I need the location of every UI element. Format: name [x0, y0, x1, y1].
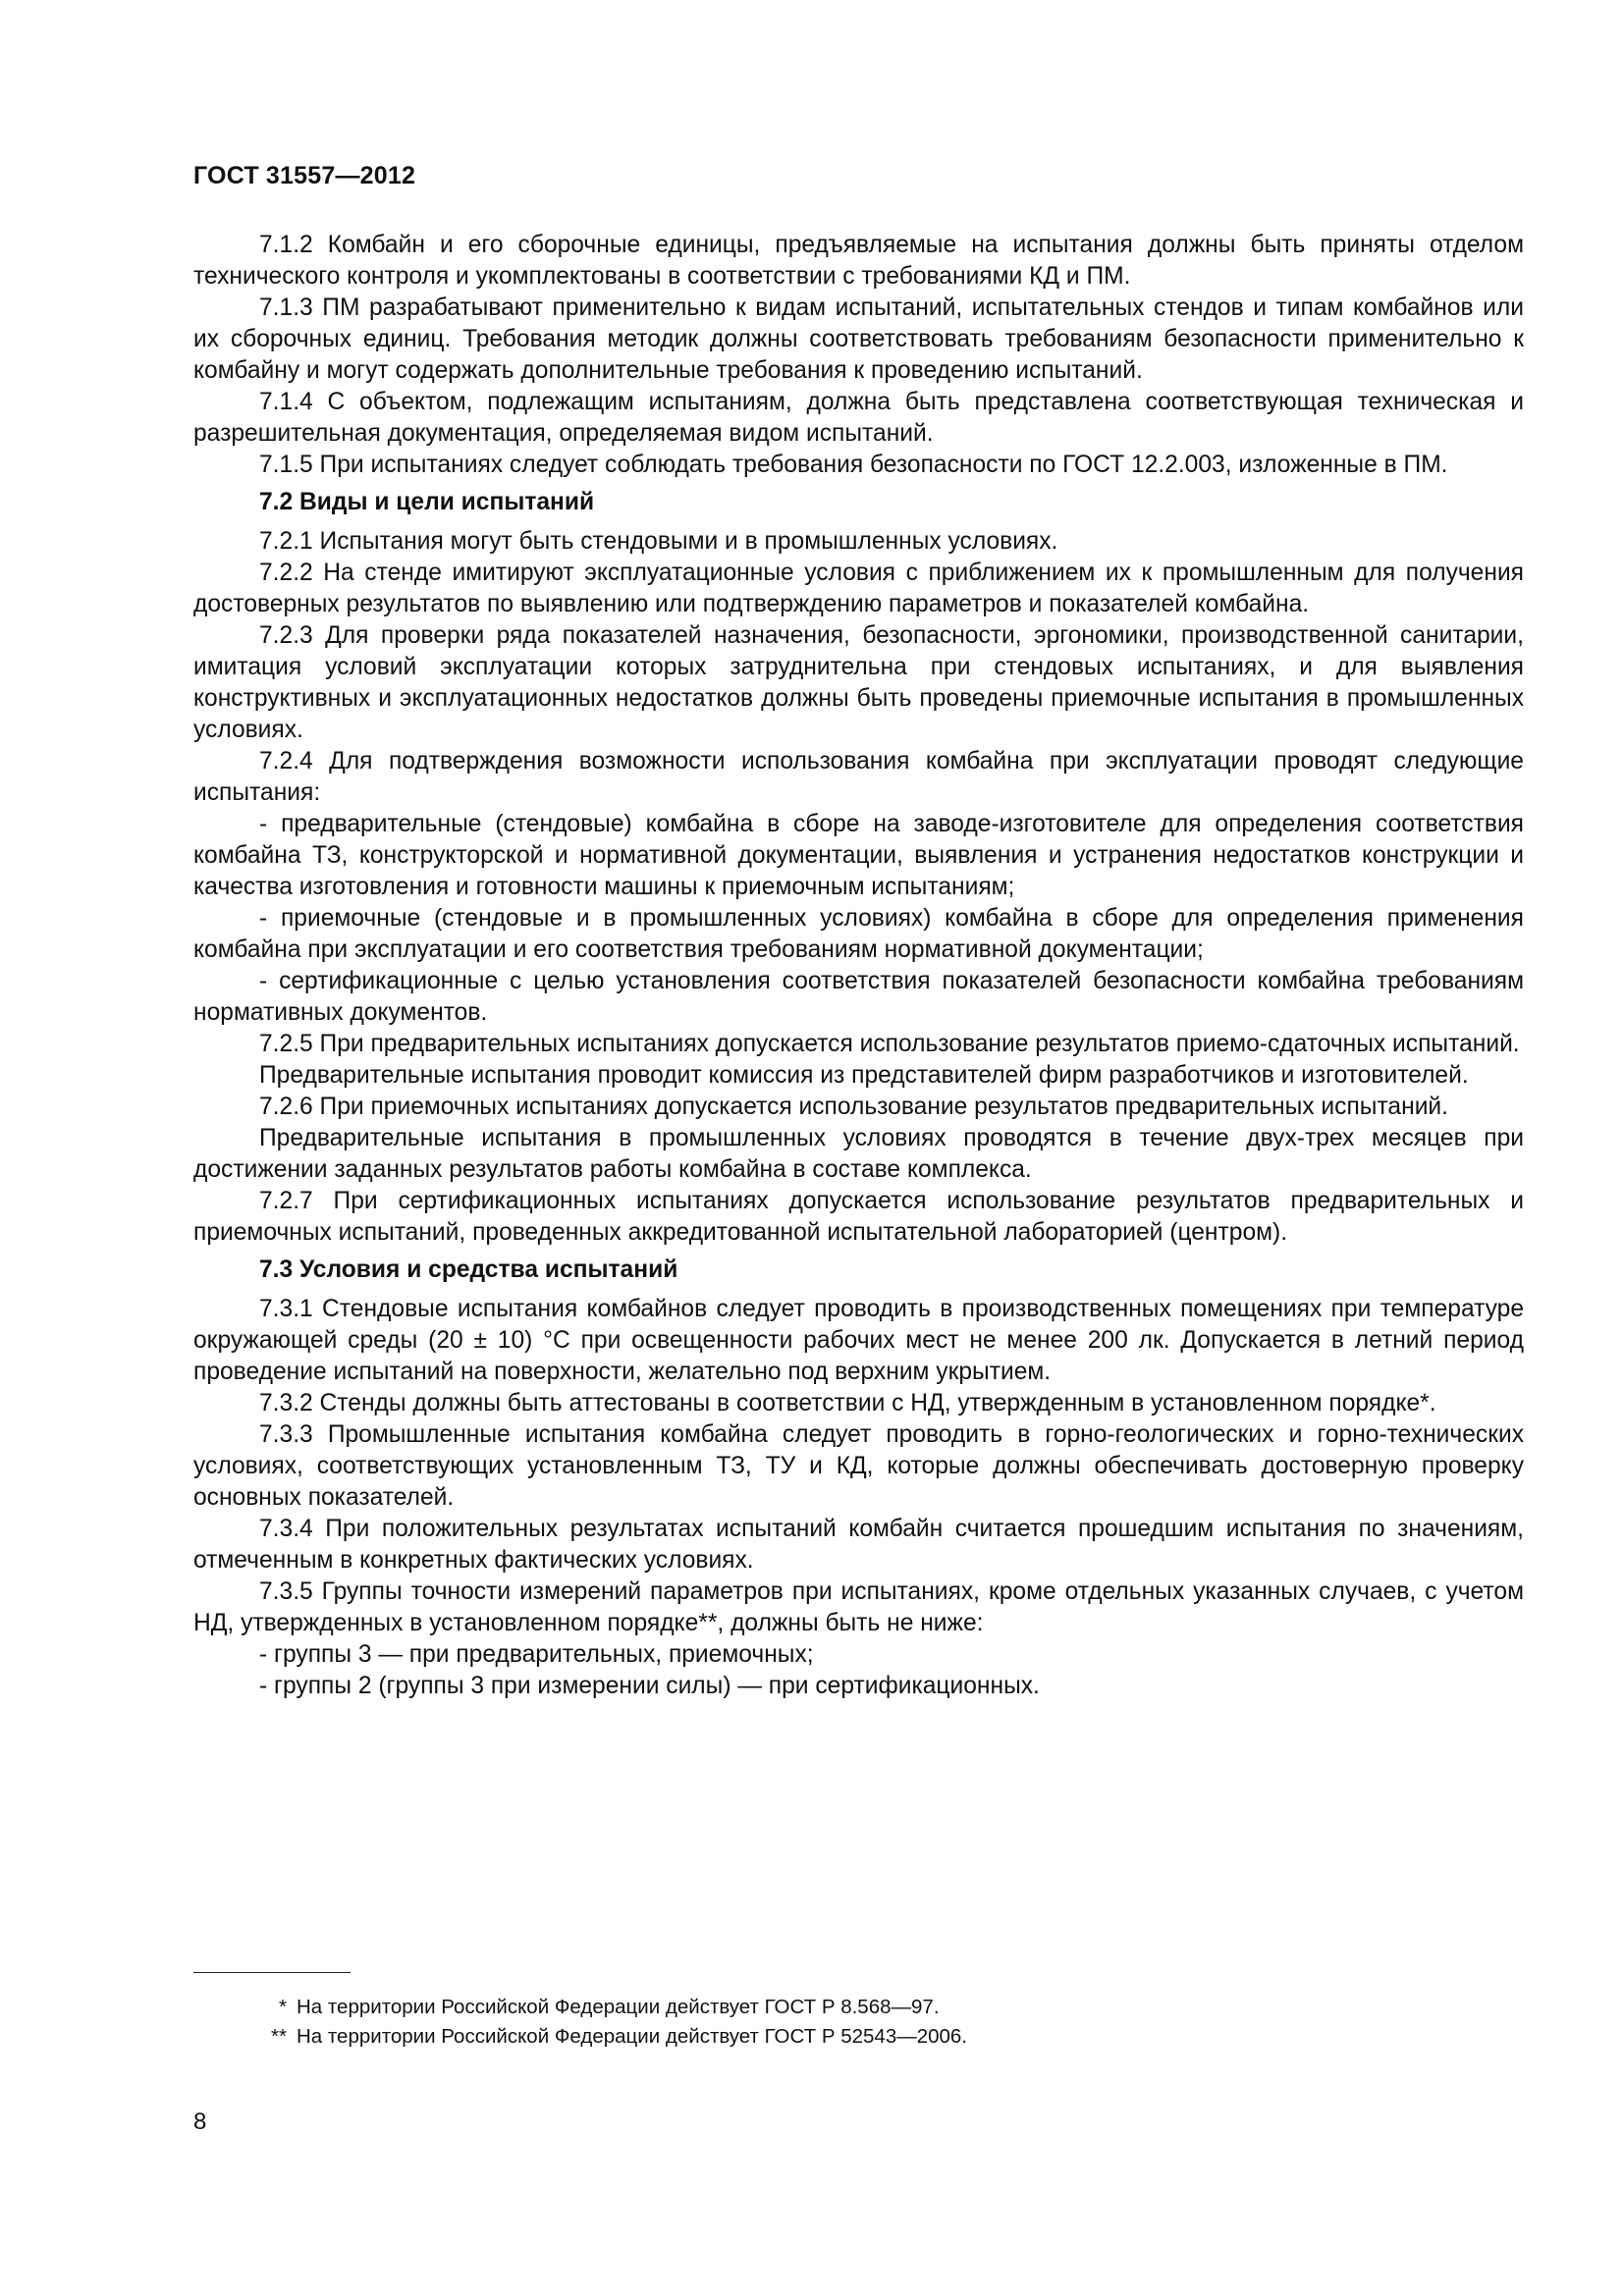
paragraph: 7.2.5 При предварительных испытаниях допускается использование результатов приемо-сдаточных испытаний.: [259, 1031, 1520, 1057]
paragraph: 7.2.3 Для проверки ряда показателей назначения, безопасности, эргономики, производственной санитарии, имитация условий эксплуатации которых затруднительна при стендовых испытаниях, и для выявления конструктивных и эксплуатационных недостатков должны быть проведены приемочные испытания в промышленных условиях.: [193, 622, 1524, 743]
paragraph: Предварительные испытания проводит комиссия из представителей фирм разработчиков и изготовителей.: [259, 1062, 1469, 1089]
paragraph: 7.3.5 Группы точности измерений параметров при испытаниях, кроме отдельных указанных случаев, с учетом НД, утвержденных в установленном порядке**, должны быть не ниже:: [193, 1578, 1524, 1636]
paragraph: Предварительные испытания в промышленных условиях проводятся в течение двух-трех месяцев при достижении заданных результатов работы комбайна в составе комплекса.: [193, 1125, 1524, 1183]
paragraph: 7.2.7 При сертификационных испытаниях допускается использование результатов предварительных и приемочных испытаний, проведенных аккредитованной испытательной лабораторией (центром).: [193, 1188, 1524, 1246]
document-body: [193, 230, 1524, 1702]
document-header: ГОСТ 31557—2012: [193, 162, 416, 189]
paragraph: - предварительные (стендовые) комбайна в сборе на заводе-изготовителе для определения соответствия комбайна ТЗ, конструкторской и нормативной документации, выявления и устранения недостатков конструкции и качества изготовления и готовности машины к приемочным испытаниям;: [193, 811, 1524, 900]
footnote-mark: *: [279, 1996, 287, 2018]
paragraph: 7.2.2 На стенде имитируют эксплуатационные условия с приближением их к промышленным для получения достоверных результатов по выявлению или подтверждению параметров и показателей комбайна.: [193, 560, 1524, 617]
paragraph: 7.3.1 Стендовые испытания комбайнов следует проводить в производственных помещениях при температуре окружающей среды (20 ± 10) °С при освещенности рабочих мест не менее 200 лк. Допускается в летний период проведение испытаний на поверхности, желательно под верхним укрытием.: [193, 1296, 1524, 1385]
page-number: 8: [193, 2109, 207, 2135]
footnote-text: На территории Российской Федерации действует ГОСТ Р 8.568—97.: [297, 1996, 940, 2018]
footnote-separator: [193, 1972, 351, 1973]
paragraph: - приемочные (стендовые и в промышленных условиях) комбайна в сборе для определения применения комбайна при эксплуатации и его соответствия требованиям нормативной документации;: [193, 905, 1524, 963]
paragraph: - сертификационные с целью установления соответствия показателей безопасности комбайна требованиям нормативных документов.: [193, 968, 1524, 1026]
paragraph: 7.1.4 С объектом, подлежащим испытаниям, должна быть представлена соответствующая техническая и разрешительная документация, определяемая видом испытаний.: [193, 389, 1524, 447]
section-heading: 7.3 Условия и средства испытаний: [259, 1256, 678, 1283]
paragraph: 7.3.2 Стенды должны быть аттестованы в соответствии с НД, утвержденным в установленном порядке*.: [259, 1390, 1436, 1416]
paragraph: 7.1.3 ПМ разрабатывают применительно к видам испытаний, испытательных стендов и типам комбайнов или их сборочных единиц. Требования методик должны соответствовать требованиям безопасности применительно к комбайну и могут содержать дополнительные требования к проведению испытаний.: [193, 294, 1524, 384]
paragraph: 7.3.4 При положительных результатах испытаний комбайн считается прошедшим испытания по значениям, отмеченным в конкретных фактических условиях.: [193, 1516, 1524, 1574]
paragraph: 7.1.2 Комбайн и его сборочные единицы, предъявляемые на испытания должны быть приняты отделом технического контроля и укомплектованы в соответствии с требованиями КД и ПМ.: [193, 232, 1524, 290]
footnote-mark: **: [271, 2025, 287, 2048]
list-item: - группы 2 (группы 3 при измерении силы) — при сертификационных.: [259, 1673, 1040, 1699]
list-item: - группы 3 — при предварительных, приемочных;: [259, 1641, 814, 1668]
footnote: [193, 1993, 1524, 2022]
paragraph: 7.3.3 Промышленные испытания комбайна следует проводить в горно-геологических и горно-технических условиях, соответствующих установленным ТЗ, ТУ и КД, которые должны обеспечивать достоверную проверку основных показателей.: [193, 1421, 1524, 1511]
footnote: [193, 2022, 1524, 2052]
paragraph: 7.2.4 Для подтверждения возможности использования комбайна при эксплуатации проводят следующие испытания:: [193, 748, 1524, 806]
paragraph: 7.2.6 При приемочных испытаниях допускается использование результатов предварительных испытаний.: [259, 1094, 1448, 1120]
paragraph: 7.1.5 При испытаниях следует соблюдать требования безопасности по ГОСТ 12.2.003, изложенные в ПМ.: [259, 452, 1448, 478]
paragraph: 7.2.1 Испытания могут быть стендовыми и в промышленных условиях.: [259, 528, 1058, 555]
section-heading: 7.2 Виды и цели испытаний: [259, 489, 595, 515]
footnotes: [193, 1993, 1524, 2052]
footnote-text: На территории Российской Федерации действует ГОСТ Р 52543—2006.: [297, 2025, 968, 2048]
